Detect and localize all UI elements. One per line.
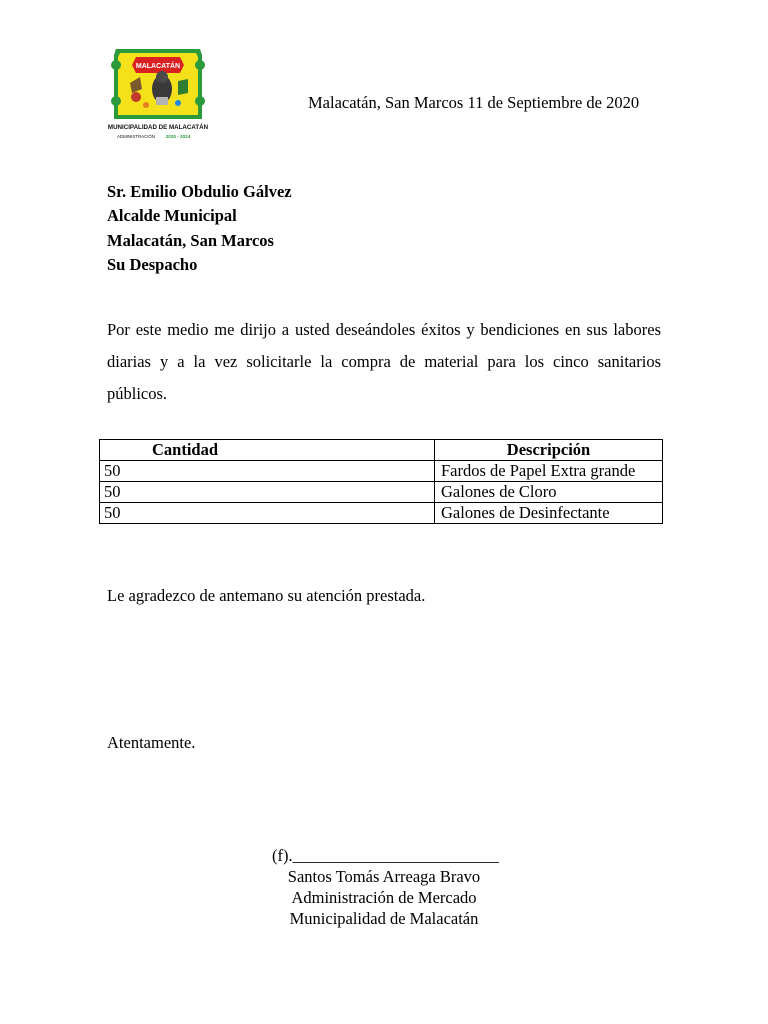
seal-subcaption-years: 2020 - 2024 xyxy=(165,134,191,139)
cell-quantity: 50 xyxy=(100,503,435,524)
cell-description: Fardos de Papel Extra grande xyxy=(435,461,663,482)
seal-subcaption-prefix: ADMINISTRACIÓN xyxy=(116,134,156,139)
recipient-office: Su Despacho xyxy=(107,254,198,274)
municipal-logo xyxy=(106,45,210,147)
recipient-block xyxy=(107,180,292,277)
signature-line: (f)._________________________ xyxy=(272,846,499,865)
table-row xyxy=(100,461,663,482)
table-header-row xyxy=(100,440,663,461)
cell-description: Galones de Desinfectante xyxy=(435,503,663,524)
body-paragraph: Por este medio me dirijo a usted deseándoles éxitos y bendiciones en sus labores diarias y a la vez solicitarle la compra de material para los cinco sanitarios públicos. xyxy=(107,320,661,404)
recipient-title: Alcalde Municipal xyxy=(107,206,237,226)
column-header-quantity: Cantidad xyxy=(100,440,435,461)
recipient-name: Sr. Emilio Obdulio Gálvez xyxy=(107,182,292,201)
signer-name: Santos Tomás Arreaga Bravo xyxy=(287,867,481,886)
closing-line: Atentamente. xyxy=(107,733,196,752)
cell-quantity: 50 xyxy=(100,461,435,482)
seal-banner-text: MALACATÁN xyxy=(135,63,181,70)
items-table xyxy=(99,439,663,524)
table-row xyxy=(100,503,663,524)
seal-caption: MUNICIPALIDAD DE MALACATÁN xyxy=(107,124,209,131)
municipal-seal-icon xyxy=(106,45,210,147)
recipient-location: Malacatán, San Marcos xyxy=(107,230,274,250)
cell-description: Galones de Cloro xyxy=(435,482,663,503)
thanks-line: Le agradezco de antemano su atención prestada. xyxy=(107,586,426,605)
signature-block xyxy=(266,845,502,929)
cell-quantity: 50 xyxy=(100,482,435,503)
table-row xyxy=(100,482,663,503)
signer-institution: Municipalidad de Malacatán xyxy=(289,909,479,928)
column-header-description: Descripción xyxy=(435,440,663,461)
date-line: Malacatán, San Marcos 11 de Septiembre de 2020 xyxy=(308,93,640,112)
signer-position: Administración de Mercado xyxy=(291,888,477,907)
